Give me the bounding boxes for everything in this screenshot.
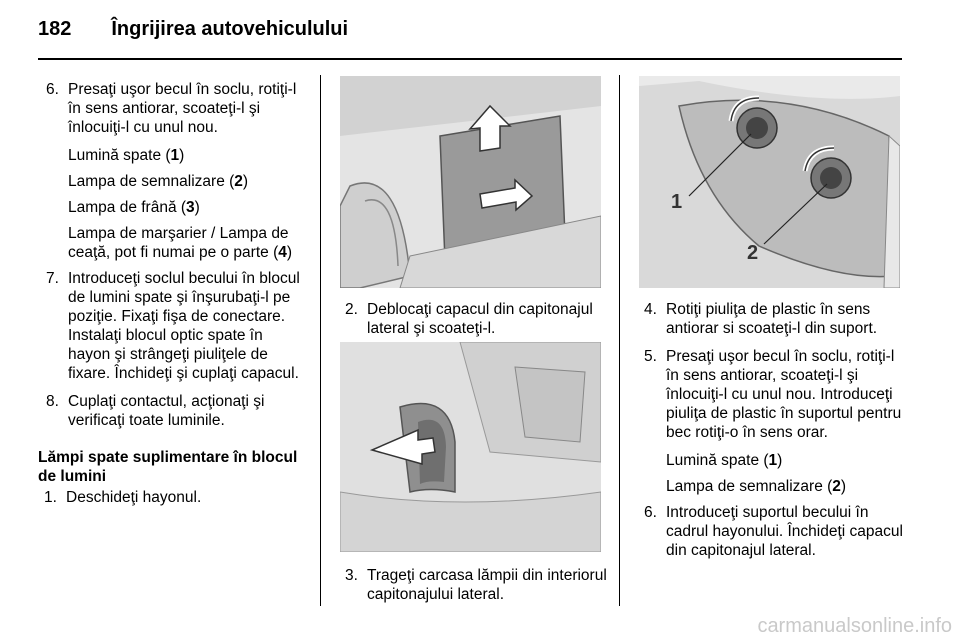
figure-side-trim-cover xyxy=(340,76,601,288)
list-item: Lampa de semnalizare (2) xyxy=(666,478,847,495)
list-item: Lumină spate (1) xyxy=(68,147,185,164)
step-text: Presaţi uşor becul în soclu, rotiţi-l în sens antiorar, scoateţi-l şi înlocuiţi-l cu unul nou. xyxy=(68,81,297,136)
column-2-step-3 xyxy=(345,566,607,613)
list-item: Lampa de frână (3) xyxy=(68,199,200,216)
step-5: 5. Presaţi uşor becul în soclu, rotiţi-l în sens antiorar, scoateţi-l şi înlocuiţi-l cu unul nou. Introduceţi piuliţa de plastic în suportul pentru bec rotiţi-o în sens orar. xyxy=(644,348,902,441)
step-3: 3. Trageţi carcasa lămpii din interiorul capitonajului lateral. xyxy=(345,567,607,603)
step-text: Introduceţi suportul becului în cadrul hayonului. Închideţi capacul din capitonajul lateral. xyxy=(666,504,903,559)
step-6-b: 6. Introduceţi suportul becului în cadrul hayonului. Închideţi capacul din capitonajul lateral. xyxy=(644,504,903,559)
figure-lamp-housing xyxy=(340,342,601,552)
step-4: 4. Rotiţi piuliţa de plastic în sens antiorar si scoateţi-l din suport. xyxy=(644,301,878,337)
list-item: Lumină spate (1) xyxy=(666,452,783,469)
section-heading: Lămpi spate suplimentare în blocul de lumini xyxy=(38,449,298,485)
column-3 xyxy=(644,300,906,569)
step-text: Deblocaţi capacul din capitonajul lateral şi scoateţi-l. xyxy=(367,301,593,337)
step-text: Deschideţi hayonul. xyxy=(66,489,202,506)
list-item: Lampa de marşarier / Lampa de ceaţă, pot fi numai pe o parte (4) xyxy=(68,225,293,261)
watermark: carmanualsonline.info xyxy=(757,615,952,637)
step-6: 6. Presaţi uşor becul în soclu, rotiţi-l în sens antiorar, scoateţi-l şi înlocuiţi-l cu unul nou. xyxy=(46,81,297,136)
bulb-holder-illustration xyxy=(639,76,900,288)
step-7: 7. Introduceţi soclul becului în blocul de lumini spate şi înşurubaţi-l pe poziţie. Fixaţi fişa de conectare. Instalaţi blocul optic spate în hayon şi strângeţi piuliţele de fixare. Închideţi şi cuplaţi capacul. xyxy=(46,270,300,382)
column-2-step-2 xyxy=(345,300,607,347)
page-header xyxy=(38,12,348,46)
column-1 xyxy=(38,80,308,516)
lamp-housing-illustration xyxy=(340,342,601,552)
figure-bulb-holders xyxy=(639,76,900,288)
step-8: 8. Cuplaţi contactul, acţionaţi şi verificaţi toate luminile. xyxy=(46,393,265,429)
trunk-illustration xyxy=(340,76,601,288)
step-text: Trageţi carcasa lămpii din interiorul capitonajului lateral. xyxy=(367,567,607,603)
page-number: 182 xyxy=(38,17,72,40)
step-text: Cuplaţi contactul, acţionaţi şi verificaţi toate luminile. xyxy=(68,393,265,429)
header-divider xyxy=(38,58,902,60)
list-item: Lampa de semnalizare (2) xyxy=(68,173,249,190)
step-text: Presaţi uşor becul în soclu, rotiţi-l în sens antiorar, scoateţi-l şi înlocuiţi-l cu unul nou. Introduceţi piuliţa de plastic în suportul pentru bec rotiţi-o în sens orar. xyxy=(666,348,902,441)
column-divider-2 xyxy=(619,75,620,606)
step-1: 1. Deschideţi hayonul. xyxy=(44,489,202,506)
page-title: Îngrijirea autovehiculului xyxy=(111,17,349,40)
step-text: Rotiţi piuliţa de plastic în sens antiorar si scoateţi-l din suport. xyxy=(666,301,878,337)
step-text: Introduceţi soclul becului în blocul de lumini spate şi înşurubaţi-l pe poziţie. Fixaţi fişa de conectare. Instalaţi blocul optic spate în hayon şi strângeţi piuliţele de fixare. Închideţi şi cuplaţi capacul. xyxy=(68,270,300,382)
figure-label-2: 2 xyxy=(747,242,759,264)
column-divider-1 xyxy=(320,75,321,606)
step-2: 2. Deblocaţi capacul din capitonajul lateral şi scoateţi-l. xyxy=(345,301,593,337)
figure-label-1: 1 xyxy=(671,191,683,213)
